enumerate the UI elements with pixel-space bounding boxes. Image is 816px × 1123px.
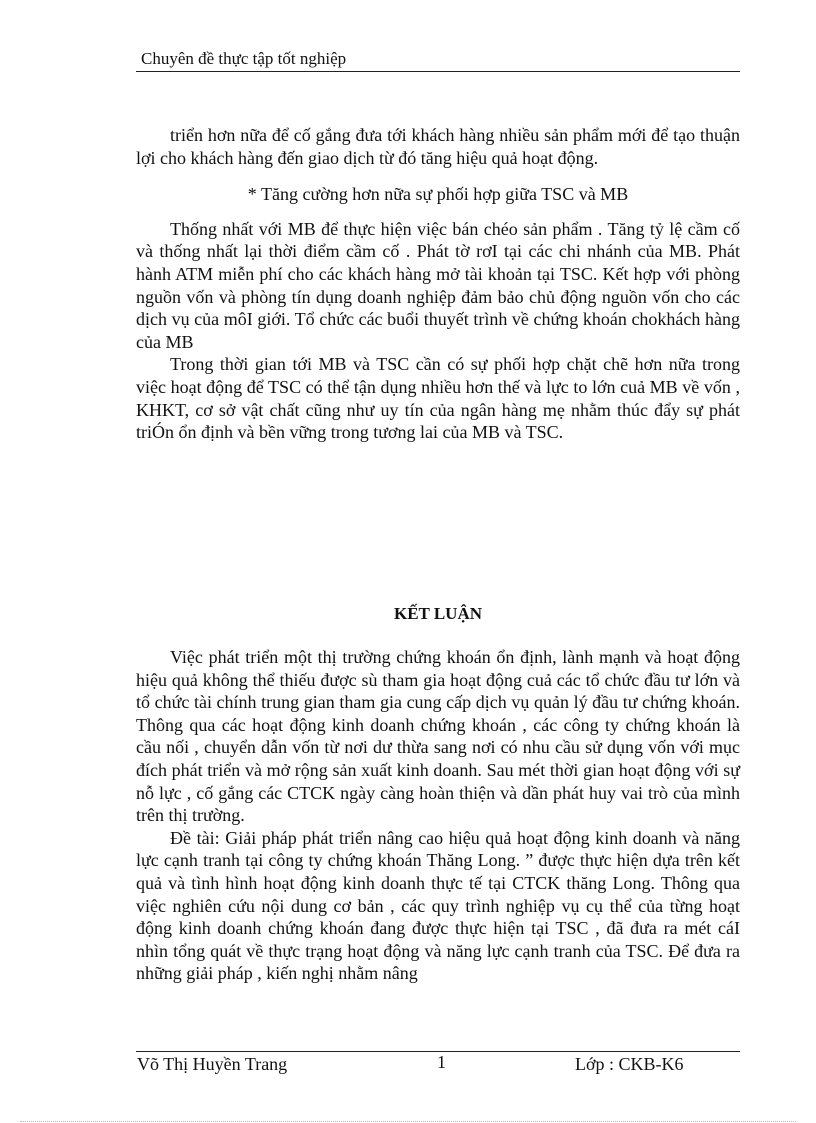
paragraph-continued: triển hơn nữa để cố gắng đưa tới khách hàng nhiều sản phẩm mới để tạo thuận lợi cho khách hàng đến giao dịch từ đó tăng hiệu quả hoạt động. xyxy=(136,125,740,168)
paragraph-cooperation: Thống nhất với MB để thực hiện việc bán chéo sản phẩm . Tăng tỷ lệ cầm cố và thống nhất lại thời điểm cầm cố . Phát tờ rơI tại các chi nhánh của MB. Phát hành ATM miễn phí cho các khách hàng mở tài khoản tại TSC. Kết hợp với phòng nguồn vốn và phòng tín dụng doanh nghiệp đảm bảo chủ động nguồn vốn cho các dịch vụ của môI giới. Tổ chức các buổi thuyết trình về chứng khoán chokhách hàng của MB xyxy=(136,218,740,352)
header-rule xyxy=(136,71,740,72)
conclusion-title: KẾT LUẬN xyxy=(393,604,482,623)
section-body xyxy=(136,124,740,444)
header-title: Chuyên đề thực tập tốt nghiệp xyxy=(141,49,347,68)
conclusion-paragraph-2: Đề tài: Giải pháp phát triển nâng cao hiệu quả hoạt động kinh doanh và năng lực cạnh tranh tại công ty chứng khoán Thăng Long. ” được thực hiện dựa trên kết quả và tình hình hoạt động kinh doanh thực tế tại CTCK thăng Long. Thông qua việc nghiên cứu nội dung cơ bản , các quy trình nghiệp vụ cụ thể của từng hoạt động kinh doanh chứng khoán đang được thực hiện tại TSC , đã đưa ra mét cáI nhìn tổng quát về thực trạng hoạt động và năng lực cạnh tranh của TSC. Để đưa ra những giải pháp , kiến nghị nhằm nâng xyxy=(136,827,740,984)
paragraph-future: Trong thời gian tới MB và TSC cần có sự phối hợp chặt chẽ hơn nữa trong việc hoạt động để TSC có thể tận dụng nhiều hơn thế và lực to lớn cuả MB về vốn , KHKT, cơ sở vật chất cũng như uy tín của ngân hàng mẹ nhằm thúc đẩy sự phát triÓn ổn định và bền vững trong tương lai của MB và TSC. xyxy=(136,354,740,443)
footer-author: Võ Thị Huyền Trang xyxy=(137,1054,288,1074)
page-number: 1 xyxy=(437,1052,446,1072)
page-bottom-border xyxy=(20,1121,796,1122)
footer-class: Lớp : CKB-K6 xyxy=(575,1054,684,1074)
conclusion-paragraph-1: Việc phát triển một thị trường chứng khoán ổn định, lành mạnh và hoạt động hiệu quả không thể thiếu được sù tham gia hoạt động cuả các tổ chức đầu tư lớn và tổ chức tài chính trung gian tham gia cung cấp dịch vụ quản lý đầu tư chứng khoán. Thông qua các hoạt động kinh doanh chứng khoán , các công ty chứng khoán là cầu nối , chuyển dẫn vốn từ nơi dư thừa sang nơi có nhu cầu sử dụng vốn với mục đích phát triển và mở rộng sản xuất kinh doanh. Sau mét thời gian hoạt động với sự nỗ lực , cố gắng các CTCK ngày càng hoàn thiện và dần phát huy vai trò của mình trên thị trường. xyxy=(136,647,740,826)
conclusion-body xyxy=(136,646,740,985)
subheading: * Tăng cường hơn nữa sự phối hợp giữa TSC và MB xyxy=(247,184,629,205)
